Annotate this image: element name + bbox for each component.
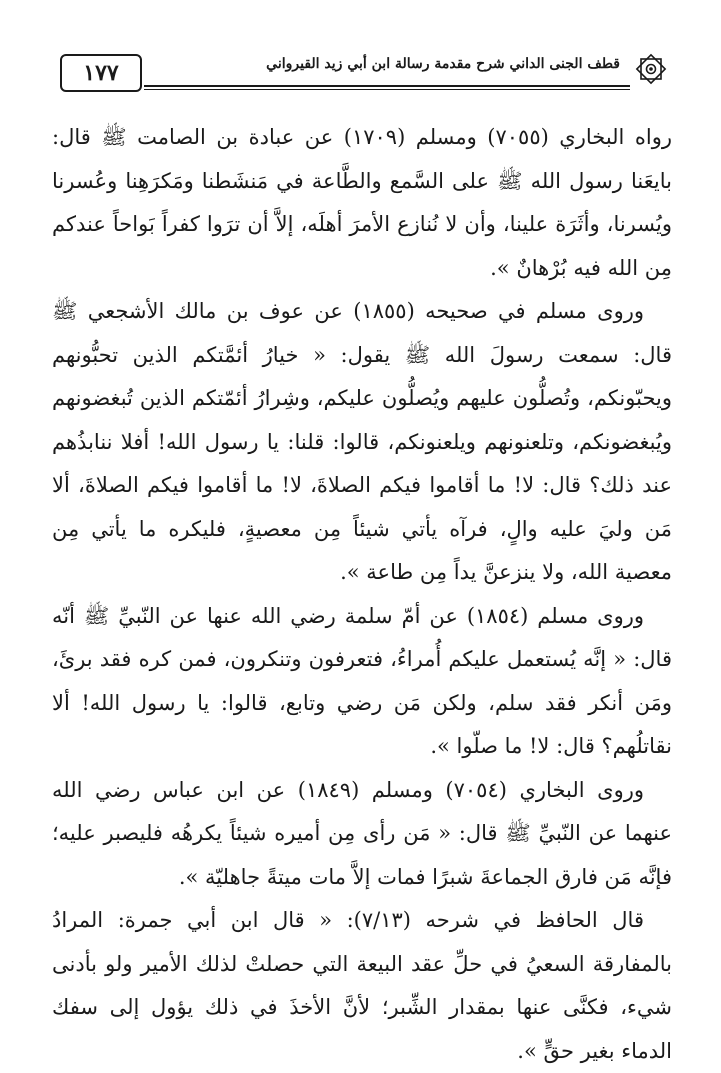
header-rule xyxy=(144,85,630,87)
main-text xyxy=(52,116,672,1073)
page-number: ١٧٧ xyxy=(60,54,142,92)
page-header xyxy=(60,50,660,94)
paragraph-1: رواه البخاري (٧٠٥٥) ومسلم (١٧٠٩) عن عبادة بن الصامت ﷺ قال: بايعَنا رسول الله ﷺ على السَّمع والطَّاعة في مَنشَطنا ومَكرَهِنا وعُسرنا ويُسرنا، وأثَرَة علينا، وأن لا نُنازع الأمرَ أهلَه، إلاَّ أن ترَوا كفراً بَواحاً عندكم مِن الله فيه بُرْهانٌ ». xyxy=(52,125,672,280)
running-title: قطف الجنى الداني شرح مقدمة رسالة ابن أبي زيد القيرواني xyxy=(266,56,620,72)
paragraph-5: قال الحافظ في شرحه (٧/١٣): « قال ابن أبي جمرة: المرادُ بالمفارقة السعيُ في حلِّ عقد البيعة التي حصلتْ لذلك الأمير ولو بأدنى شيء، فكنَّى عنها بمقدار الشِّبر؛ لأنَّ الأخذَ في ذلك يؤول إلى سفك الدماء بغير حقٍّ ». xyxy=(52,908,672,1063)
paragraph-2: وروى مسلم في صحيحه (١٨٥٥) عن عوف بن مالك الأشجعي ﷺ قال: سمعت رسولَ الله ﷺ يقول: « خيارُ أئمَّتكم الذين تحبُّونهم ويحبّونكم، وتُصلُّون عليهم ويُصلُّون عليكم، وشِرارُ أئمّتكم الذين تُبغضونهم ويُبغضونكم، وتلعنونهم ويلعنونكم، قالوا: قلنا: يا رسول الله! أفلا ننابذُهم عند ذلك؟ قال: لا! ما أقاموا فيكم الصلاةَ، لا! ما أقاموا فيكم الصلاةَ، ألا مَن وليَ عليه والٍ، فرآه يأتي شيئاً مِن معصيةٍ، فليكره ما يأتي مِن معصية الله، ولا ينزعنَّ يداً مِن طاعة ». xyxy=(52,299,672,584)
star-ornament-icon xyxy=(632,50,670,88)
paragraph-4: وروى البخاري (٧٠٥٤) ومسلم (١٨٤٩) عن ابن عباس رضي الله عنهما عن النّبيِّ ﷺ قال: « مَن رأى مِن أميره شيئاً يكرهُه فليصبر عليه؛ فإنَّه مَن فارق الجماعةَ شبرًا فمات إلاَّ مات ميتةً جاهليّة ». xyxy=(52,777,672,889)
paragraph-3: وروى مسلم (١٨٥٤) عن أمّ سلمة رضي الله عنها عن النّبيِّ ﷺ أنّه قال: « إنَّه يُستعمل عليكم أُمراءُ، فتعرفون وتنكرون، فمن كره فقد برئَ، ومَن أنكر فقد سلم، ولكن مَن رضي وتابع، قالوا: يا رسول الله! ألا نقاتلُهم؟ قال: لا! ما صلّوا ». xyxy=(52,603,672,758)
header-rule-thin xyxy=(144,89,630,90)
